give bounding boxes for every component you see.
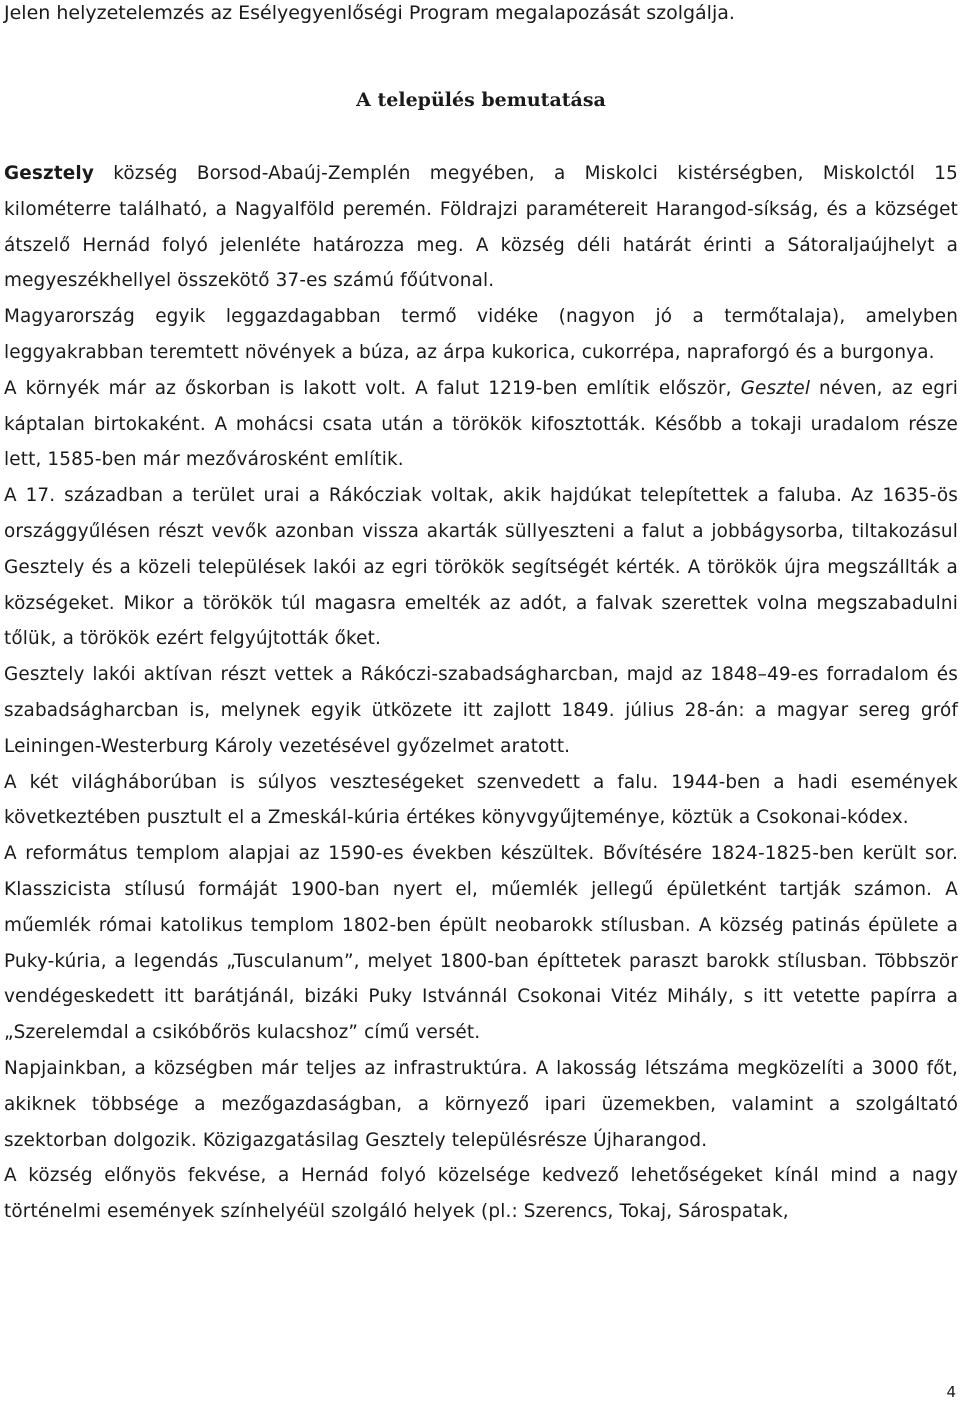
historical-name: Gesztel xyxy=(740,377,811,399)
sentence: A lakosság létszáma megközelíti a 3000 főt, akiknek többsége a mezőgazdaságban, a környező ipari üzemekben, valamint a szolgáltató szektorban dolgozik. xyxy=(4,1057,958,1151)
village-name: Gesztely xyxy=(4,163,94,184)
intro-sentence: Jelen helyzetelemzés az Esélyegyenlőségi Program megalapozását szolgálja. xyxy=(4,2,735,24)
paragraph-location xyxy=(4,156,958,299)
sentence: A 17. században a terület urai a Rákócziak voltak, akik hajdúkat telepítettek a faluba. xyxy=(4,485,843,507)
paragraph-location-advantages: A község előnyös fekvése, a Hernád folyó közelsége kedvező lehetőségeket kínál mind a nagy történelmi események színhelyéül szolgáló helyek (pl.: Szerencs, Tokaj, Sárospatak, xyxy=(4,1165,958,1223)
document-page xyxy=(4,0,959,1401)
paragraph-freedom-fights xyxy=(4,657,958,764)
sentence: A törökök újra megszállták a községeket. xyxy=(4,556,958,614)
sentence: A református templom alapjai az 1590-es években készültek. xyxy=(4,843,595,865)
sentence: Közigazgatásilag Gesztely településrésze Újharangod. xyxy=(196,1129,708,1151)
sentence: Földrajzi paramétereit Harangod-síkság, és a községet átszelő Hernád folyó jelenléte határozza meg. xyxy=(4,198,958,256)
sentence: Később a tokaji uradalom része lett, 1585-ben már mezővárosként említik. xyxy=(4,413,958,471)
sentence: Mikor a törökök túl magasra emelték az adót, a falvak szerettek volna megszabadulni tőlük, a törökök ezért felgyújtották őket. xyxy=(4,592,958,650)
paragraph-17th-century xyxy=(4,478,958,657)
paragraph-monuments xyxy=(4,836,958,1051)
sentence: A műemlék római katolikus templom 1802-ben épült neobarokk stílusban. xyxy=(4,878,958,936)
sentence: község Borsod-Abaúj-Zemplén megyében, a Miskolci kistérségben, Miskolctól 15 kilométerre található, a Nagyalföld peremén. xyxy=(4,163,958,220)
section-heading: A település bemutatása xyxy=(356,89,606,111)
sentence: 1944-ben a hadi események következtében pusztult el a Zmeskál-kúria értékes könyvgyűjteménye, köztük a Csokonai-kódex. xyxy=(4,771,958,829)
sentence: július 28-án: a magyar sereg gróf Leiningen-Westerburg Károly vezetésével győzelmet aratott. xyxy=(4,699,958,757)
paragraph-world-wars xyxy=(4,765,958,837)
sentence: A két világháborúban is súlyos veszteségeket szenvedett a falu. xyxy=(4,771,659,793)
sentence: A község déli határát érinti a Sátoraljaújhelyt a megyeszékhellyel összekötő 37-es számú főútvonal. xyxy=(4,234,958,292)
document-body xyxy=(4,156,958,1230)
sentence: Klasszicista stílusú formáját 1900-ban nyert el, műemlék jellegű épületként tartják számon. xyxy=(4,878,933,900)
paragraph-present-day xyxy=(4,1051,958,1158)
sentence: Az 1635-ös országgyűlésen részt vevők azonban vissza akarták süllyeszteni a falut a jobbágysorba, tiltakozásul Gesztely és a közeli települések lakói az egri törökök segítségét kérték. xyxy=(4,485,958,578)
page-number: 4 xyxy=(946,1383,956,1401)
sentence: A község patinás épülete a Puky-kúria, a legendás „Tusculanum”, melyet 1800-ban építtetek paraszt barokk stílusban. xyxy=(4,914,958,972)
sentence: Többször vendégeskedett itt barátjánál, bizáki Puky Istvánnál Csokonai Vitéz Mihály, s itt vetette papírra a „Szerelemdal a csikóbőrös kulacshoz” című versét. xyxy=(4,950,959,1044)
paragraph-agriculture: Magyarország egyik leggazdagabban termő vidéke (nagyon jó a termőtalaja), amelyben leggyakrabban teremtett növények a búza, az árpa kukorica, cukorrépa, napraforgó és a burgonya. xyxy=(4,306,958,363)
sentence: néven, az egri káptalan birtokaként. xyxy=(4,377,958,435)
paragraph-early-history xyxy=(4,371,958,478)
sentence: Bővítésére 1824-1825-ben került sor. xyxy=(594,843,958,865)
sentence: Napjainkban, a községben már teljes az infrastruktúra. xyxy=(4,1057,528,1079)
sentence: A környék már az őskorban is lakott volt. xyxy=(4,377,407,399)
sentence: A mohácsi csata után a törökök kifosztották. xyxy=(205,413,647,435)
sentence: A falut 1219-ben említik először, xyxy=(406,377,741,399)
sentence: Gesztely lakói aktívan részt vettek a Rákóczi-szabadságharcban, majd az 1848–49-es forradalom és szabadságharcban is, melynek egyik ütközete itt zajlott 1849. xyxy=(4,664,958,721)
